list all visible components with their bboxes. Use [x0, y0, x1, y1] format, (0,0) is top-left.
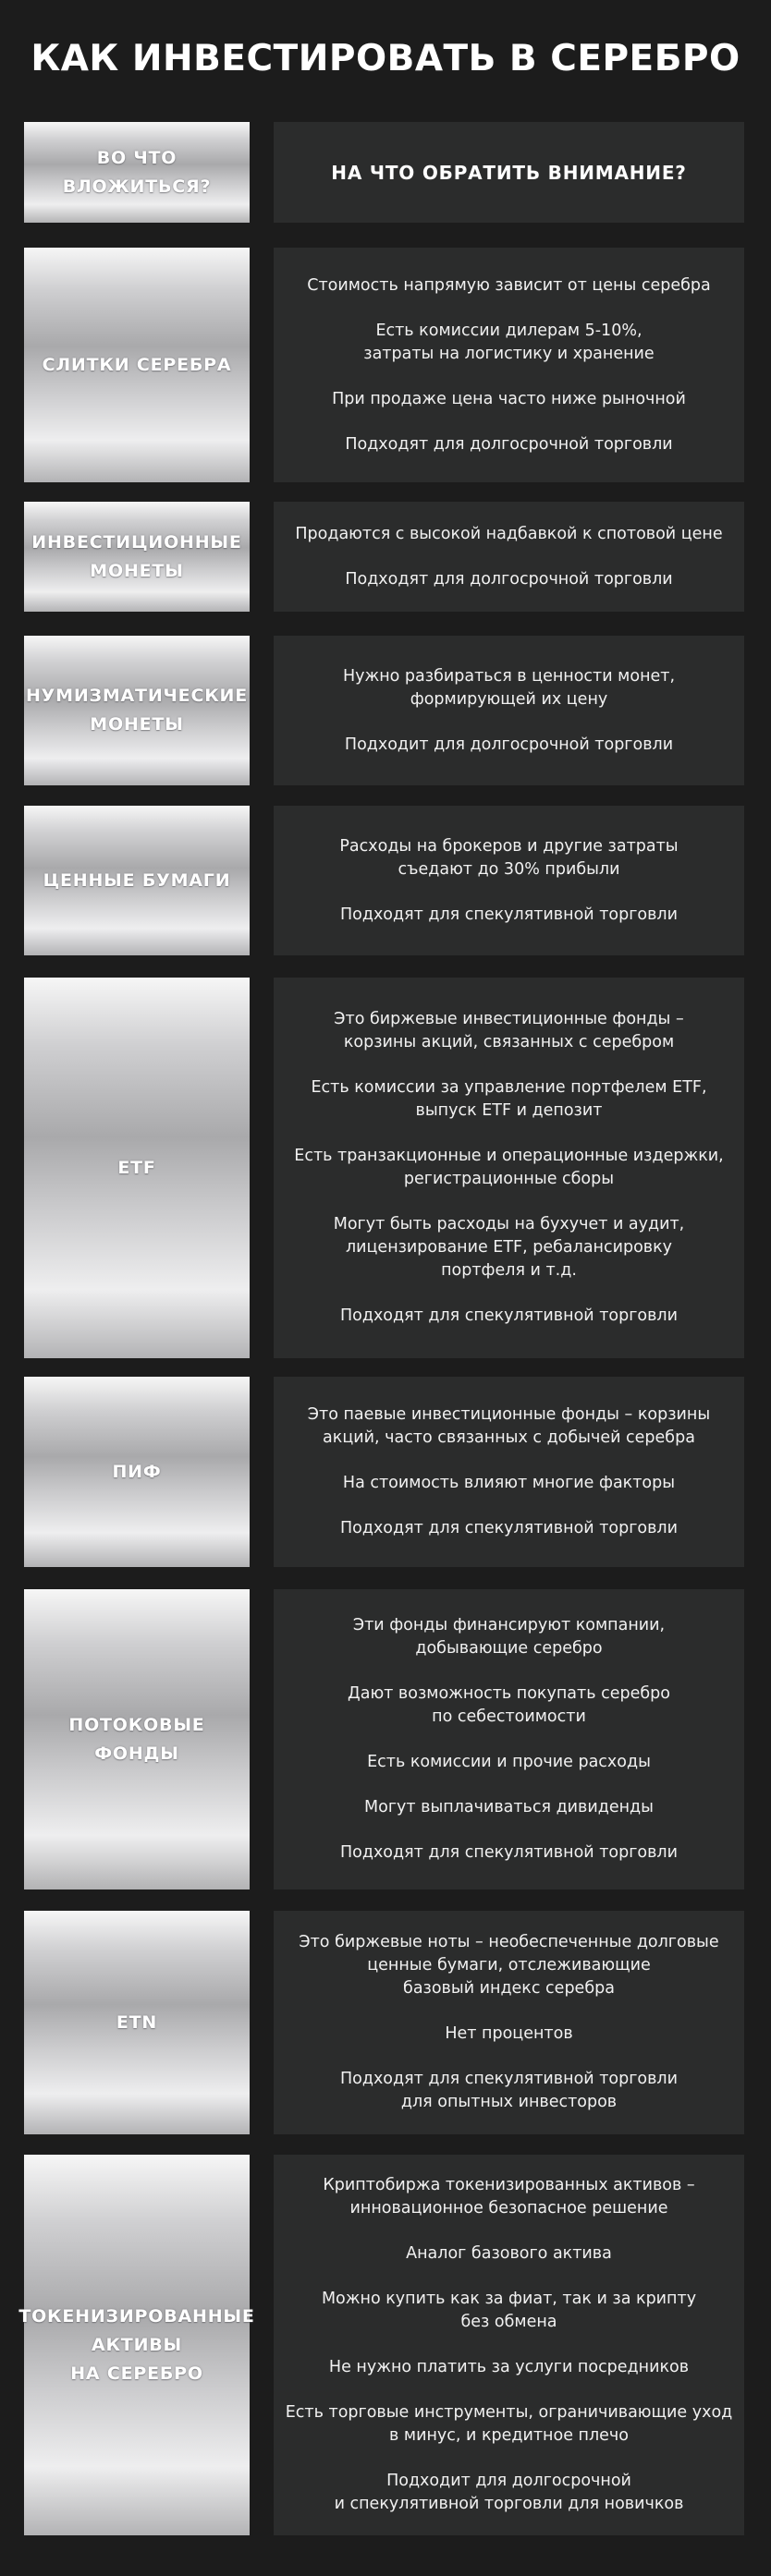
detail-point: Нет процентов — [445, 2024, 573, 2043]
header-row — [0, 122, 771, 223]
row-label-cell — [24, 248, 250, 482]
detail-point: Есть комиссии и прочие расходы — [367, 1753, 651, 1771]
detail-point: Подходит для долгосрочной торговли — [344, 735, 674, 754]
row-tokenized-assets — [0, 2155, 771, 2535]
row-label-cell — [24, 1377, 250, 1567]
detail-point: Есть транзакционные и операционные издержки, регистрационные сборы — [294, 1147, 724, 1188]
row-label-cell — [24, 1911, 250, 2134]
detail-point: Аналог базового актива — [406, 2244, 612, 2263]
row-securities — [0, 806, 771, 955]
detail-point: При продаже цена часто ниже рыночной — [332, 389, 686, 408]
row-label-cell — [18, 2155, 255, 2535]
detail-point: Стоимость напрямую зависит от цены серебра — [307, 275, 711, 295]
row-etn — [0, 1911, 771, 2134]
header-right-cell — [274, 122, 744, 223]
detail-point: Могут быть расходы на бухучет и аудит, лицензирование ETF, ребалансировку портфеля и т.д. — [333, 1215, 685, 1280]
row-label-cell — [24, 806, 250, 955]
detail-point: Подходят для спекулятивной торговли для опытных инвесторов — [339, 2070, 678, 2111]
detail-point: Подходят для спекулятивной торговли — [339, 905, 678, 924]
row-details-cell — [274, 636, 744, 785]
row-details-cell — [274, 248, 744, 482]
row-label: ИНВЕСТИЦИОННЫЕ МОНЕТЫ — [31, 531, 242, 581]
row-details-cell — [274, 1589, 744, 1889]
detail-point: Нужно разбираться в ценности монет, формирующей их цену — [342, 666, 676, 709]
detail-point: Подходят для долгосрочной торговли — [345, 434, 673, 454]
header-right-label: НА ЧТО ОБРАТИТЬ ВНИМАНИЕ? — [331, 161, 687, 184]
detail-point: На стоимость влияют многие факторы — [342, 1474, 676, 1492]
row-label: ETF — [117, 1157, 156, 1178]
detail-point: Подходит для долгосрочной и спекулятивной торговли для новичков — [334, 2472, 684, 2513]
detail-point: Подходят для спекулятивной торговли — [339, 1519, 678, 1537]
row-label-cell — [24, 978, 250, 1358]
row-numismatic-coins — [0, 636, 771, 785]
row-label: СЛИТКИ СЕРЕБРА — [42, 354, 232, 375]
row-label: ТОКЕНИЗИРОВАННЫЕ АКТИВЫ НА СЕРЕБРО — [18, 2305, 255, 2384]
detail-point: Подходят для долгосрочной торговли — [345, 569, 673, 589]
row-label: ПОТОКОВЫЕ ФОНДЫ — [68, 1714, 205, 1764]
detail-point: Это биржевые инвестиционные фонды – корзины акций, связанных с серебром — [334, 1010, 684, 1051]
row-details-cell — [274, 978, 744, 1358]
row-label-cell — [24, 502, 250, 612]
row-silver-bars — [0, 248, 771, 482]
detail-point: Продаются с высокой надбавкой к спотовой цене — [295, 524, 723, 543]
row-details-cell — [274, 806, 744, 955]
row-details-cell — [274, 2155, 744, 2535]
detail-point: Дают возможность покупать серебро по себестоимости — [348, 1684, 670, 1726]
detail-point: Эти фонды финансируют компании, добывающие серебро — [352, 1616, 666, 1658]
detail-point: Это биржевые ноты – необеспеченные долговые ценные бумаги, отслеживающие базовый индекс серебра — [299, 1933, 719, 1998]
page-title: КАК ИНВЕСТИРОВАТЬ В СЕРЕБРО — [31, 38, 740, 79]
detail-point: Подходят для спекулятивной торговли — [339, 1843, 678, 1862]
header-left-cell — [24, 122, 250, 223]
detail-point: Могут выплачиваться дивиденды — [364, 1798, 654, 1817]
row-details-cell — [274, 502, 744, 612]
row-label: ETN — [116, 2011, 158, 2033]
row-label-cell — [24, 636, 250, 785]
row-label-cell — [24, 1589, 250, 1889]
row-mutual-funds — [0, 1377, 771, 1567]
row-etf — [0, 978, 771, 1358]
detail-point: Не нужно платить за услуги посредников — [328, 2358, 690, 2376]
detail-point: Подходят для спекулятивной торговли — [339, 1306, 678, 1325]
row-label: НУМИЗМАТИЧЕСКИЕ МОНЕТЫ — [25, 686, 249, 735]
row-label: ЦЕННЫЕ БУМАГИ — [43, 869, 231, 891]
row-label: ПИФ — [112, 1461, 162, 1482]
row-details-cell — [274, 1377, 744, 1567]
detail-point: Криптобиржа токенизированных активов – инновационное безопасное решение — [323, 2176, 695, 2218]
row-investment-coins — [0, 502, 771, 612]
row-streaming-funds — [0, 1589, 771, 1889]
detail-point: Расходы на брокеров и другие затраты съедают до 30% прибыли — [339, 836, 679, 879]
detail-point: Можно купить как за фиат, так и за крипту без обмена — [321, 2290, 697, 2331]
detail-point: Есть торговые инструменты, ограничивающие уход в минус, и кредитное плечо — [285, 2403, 733, 2445]
detail-point: Есть комиссии за управление портфелем ETF, выпуск ETF и депозит — [311, 1078, 707, 1120]
detail-point: Это паевые инвестиционные фонды – корзины акций, часто связанных с добычей серебра — [307, 1405, 711, 1447]
detail-point: Есть комиссии дилерам 5-10%, затраты на логистику и хранение — [363, 321, 655, 363]
row-details-cell — [274, 1911, 744, 2134]
header-left-label: ВО ЧТО ВЛОЖИТЬСЯ? — [62, 147, 212, 197]
